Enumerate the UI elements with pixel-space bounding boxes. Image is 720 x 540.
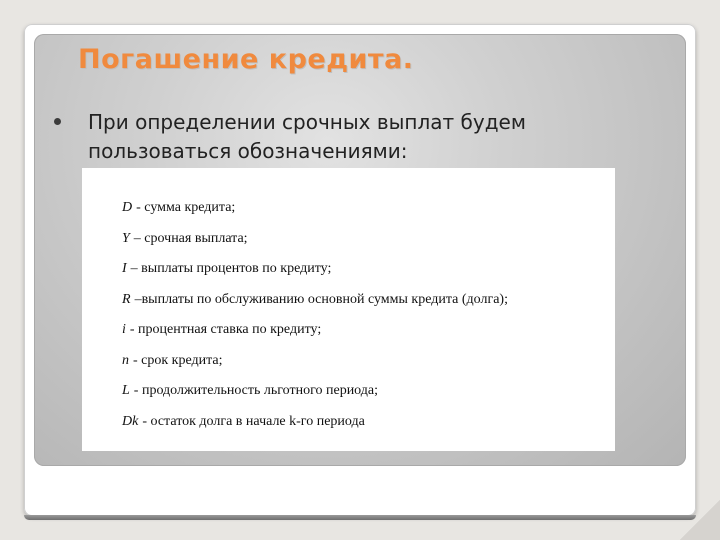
notation-text: - остаток долга в начале k-го периода xyxy=(142,413,365,429)
notation-image xyxy=(82,168,615,451)
slide-title: Погашение кредита. xyxy=(78,44,414,75)
notation-text: - срок кредита; xyxy=(133,352,223,368)
notation-text: - продолжительность льготного периода; xyxy=(133,383,379,398)
notation-item-R xyxy=(122,292,508,323)
notation-symbol: i xyxy=(122,322,126,337)
notation-text: – срочная выплата; xyxy=(133,230,248,246)
notation-symbol: L xyxy=(122,383,130,398)
notation-symbol: Y xyxy=(122,230,130,246)
bullet-point xyxy=(54,108,654,166)
notation-item-Y xyxy=(122,231,508,262)
notation-item-D xyxy=(122,200,508,231)
notation-item-Dk xyxy=(122,414,508,445)
notation-text: - сумма кредита; xyxy=(136,200,236,215)
notation-item-L xyxy=(122,383,508,414)
notation-text: –выплаты по обслуживанию основной суммы кредита (долга); xyxy=(134,291,508,307)
notation-symbol: R xyxy=(122,291,131,307)
notation-text: – выплаты процентов по кредиту; xyxy=(130,261,332,276)
notation-list xyxy=(122,200,508,444)
bullet-dot-icon xyxy=(54,118,61,125)
bullet-text: При определении срочных выплат будем пользоваться обозначениями: xyxy=(88,110,526,163)
notation-symbol: n xyxy=(122,352,129,368)
notation-item-i xyxy=(122,322,508,353)
notation-symbol: Dk xyxy=(122,413,139,429)
notation-symbol: I xyxy=(122,261,127,276)
notation-item-I xyxy=(122,261,508,292)
notation-symbol: D xyxy=(122,200,133,215)
notation-item-n xyxy=(122,353,508,384)
notation-text: - процентная ставка по кредиту; xyxy=(129,322,322,337)
